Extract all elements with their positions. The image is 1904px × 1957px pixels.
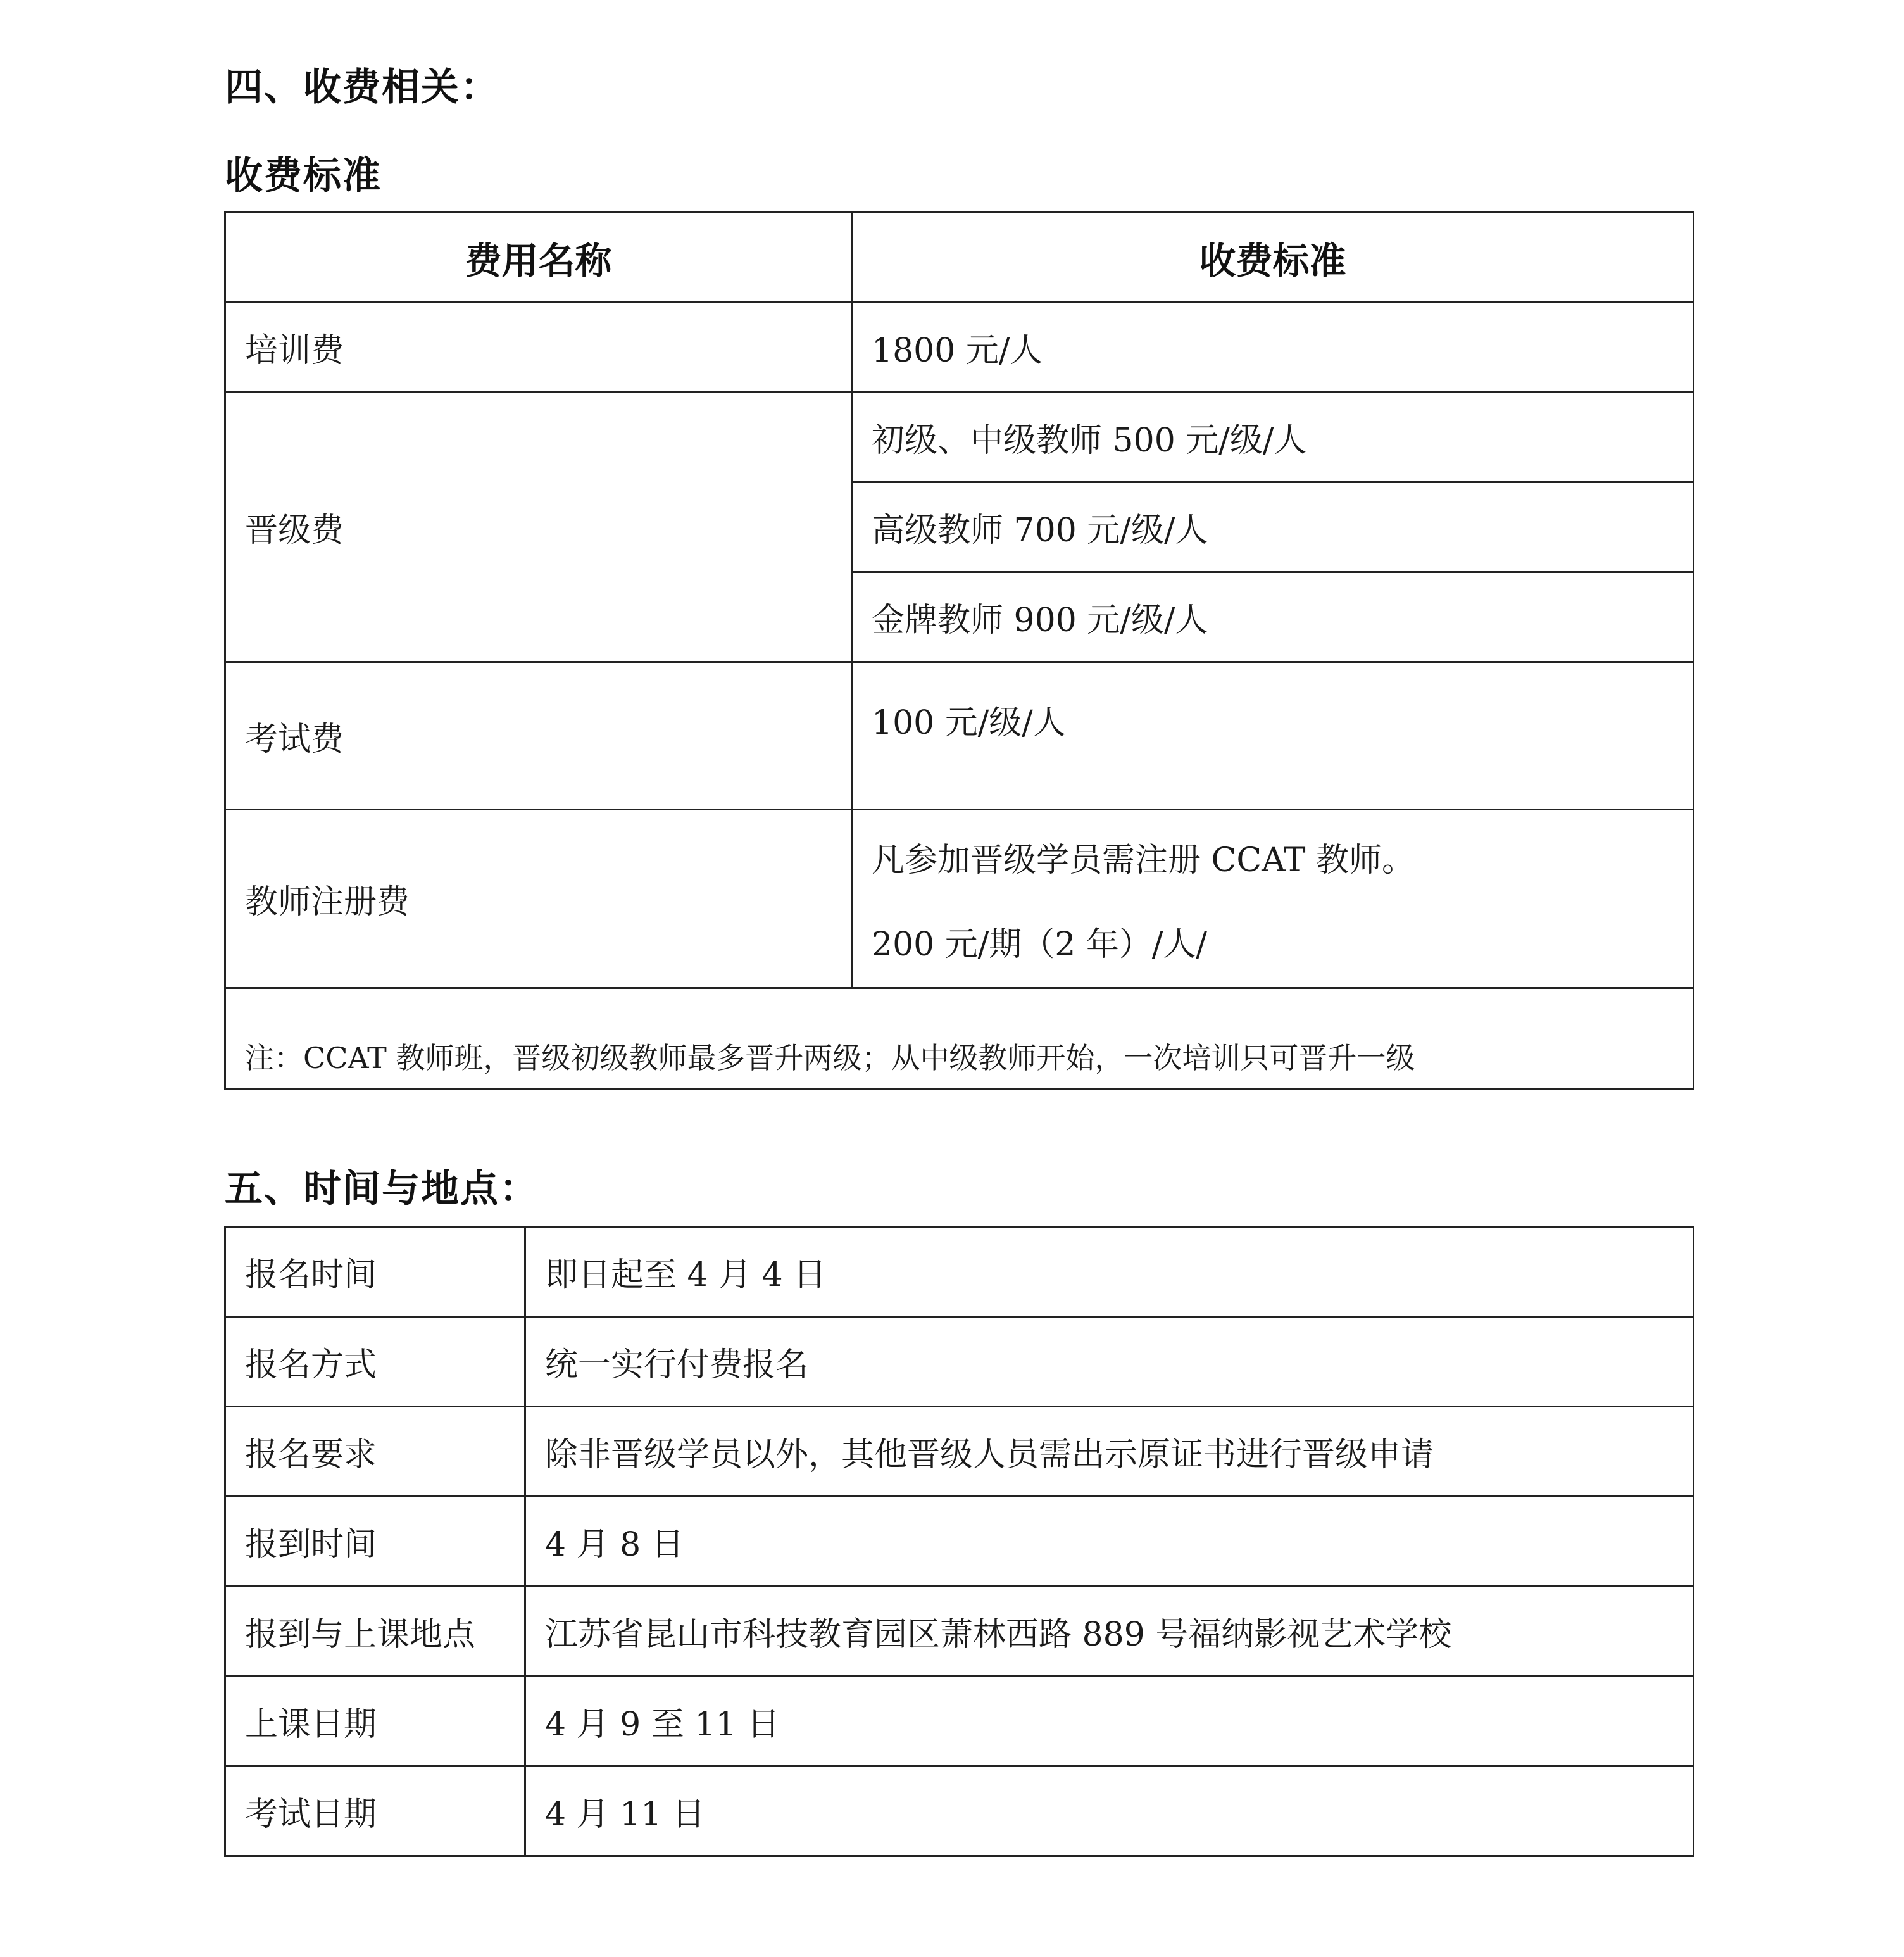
- signup-time-label: 报名时间: [225, 1227, 525, 1317]
- table-row: [225, 393, 1694, 482]
- table-row: [225, 662, 1694, 810]
- exam-date-label: 考试日期: [225, 1766, 525, 1856]
- fee-table-note: 注：CCAT 教师班，晋级初级教师最多晋升两级；从中级教师开始，一次培训只可晋升一级: [225, 988, 1694, 1090]
- fee-standard-header: 收费标准: [852, 213, 1694, 303]
- fee-standard-subheading: 收费标准: [225, 154, 382, 198]
- class-dates-value: 4 月 9 至 11 日: [525, 1677, 1694, 1766]
- fee-table-header-row: [225, 213, 1694, 303]
- fee-value-training: 1800 元/人: [852, 303, 1694, 393]
- table-row: [225, 1677, 1694, 1766]
- table-row: [225, 303, 1694, 393]
- fee-name-exam: 考试费: [225, 662, 852, 810]
- signup-requirement-value: 除非晋级学员以外，其他晋级人员需出示原证书进行晋级申请: [525, 1407, 1694, 1497]
- table-row: [225, 1227, 1694, 1317]
- fee-table: [224, 211, 1694, 1090]
- fee-name-header: 费用名称: [225, 213, 852, 303]
- table-row: [225, 1317, 1694, 1407]
- venue-label: 报到与上课地点: [225, 1587, 525, 1677]
- class-dates-label: 上课日期: [225, 1677, 525, 1766]
- fee-value-upgrade-senior: 高级教师 700 元/级/人: [852, 482, 1694, 572]
- exam-date-value: 4 月 11 日: [525, 1766, 1694, 1856]
- table-row: [225, 1497, 1694, 1587]
- fee-value-upgrade-gold: 金牌教师 900 元/级/人: [852, 572, 1694, 662]
- signup-method-label: 报名方式: [225, 1317, 525, 1407]
- signup-time-value: 即日起至 4 月 4 日: [525, 1227, 1694, 1317]
- table-row: [225, 810, 1694, 988]
- section-time-place-heading: 五、时间与地点：: [225, 1167, 539, 1211]
- registration-requirement-text: 凡参加晋级学员需注册 CCAT 教师。: [872, 841, 1415, 879]
- fee-name-upgrade: 晋级费: [225, 393, 852, 662]
- table-row: [225, 1587, 1694, 1677]
- table-row: [225, 1766, 1694, 1856]
- section-fees-heading: 四、收费相关：: [225, 65, 499, 110]
- table-row: [225, 988, 1694, 1090]
- venue-value: 江苏省昆山市科技教育园区萧林西路 889 号福纳影视艺术学校: [525, 1587, 1694, 1677]
- registration-price-text: 200 元/期（2 年）/人/: [872, 925, 1207, 964]
- fee-name-training: 培训费: [225, 303, 852, 393]
- signup-method-value: 统一实行付费报名: [525, 1317, 1694, 1407]
- table-row: [225, 1407, 1694, 1497]
- signup-requirement-label: 报名要求: [225, 1407, 525, 1497]
- fee-value-exam: 100 元/级/人: [852, 662, 1694, 810]
- fee-name-registration: 教师注册费: [225, 810, 852, 988]
- time-place-table: [224, 1226, 1694, 1857]
- fee-value-registration: [852, 810, 1694, 988]
- fee-value-upgrade-junior: 初级、中级教师 500 元/级/人: [852, 393, 1694, 482]
- checkin-time-value: 4 月 8 日: [525, 1497, 1694, 1587]
- checkin-time-label: 报到时间: [225, 1497, 525, 1587]
